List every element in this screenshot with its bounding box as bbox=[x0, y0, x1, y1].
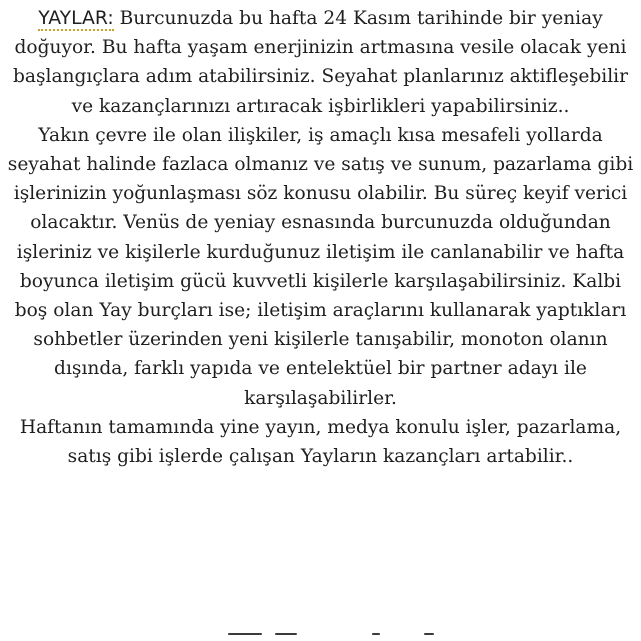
paragraph-intro-body: Burcunuzda bu hafta 24 Kasım tarihinde bir yeniay doğuyor. Bu hafta yaşam enerjinizin artmasına vesile olacak yeni başlangıçlara adım atabilirsiniz. Seyahat planlarınız aktifleşebilir ve kazançlarınızı artıracak işbirlikleri yapabilirsiniz.. bbox=[12, 8, 629, 117]
sign-heading: YAYLAR: bbox=[38, 8, 114, 29]
paragraph-earnings: Haftanın tamamında yine yayın, medya konulu işler, pazarlama, satış gibi işlerde çalışan Yayların kazançları artabilir.. bbox=[19, 416, 622, 468]
horoscope-text bbox=[2, 4, 639, 471]
cut-off-next-line bbox=[0, 633, 641, 641]
paragraph-intro bbox=[2, 4, 639, 121]
paragraph-relationships: Yakın çevre ile olan ilişkiler, iş amaçlı kısa mesafeli yollarda seyahat halinde fazlaca olmanız ve satış ve sunum, pazarlama gibi işlerinizin yoğunlaşması söz konusu olabilir. Bu süreç keyif verici olacaktır. Venüs de yeniay esnasında burcunuzda olduğundan işleriniz ve kişilerle kurduğunuz iletişim ile canlanabilir ve hafta boyunca iletişim gücü kuvvetli kişilerle karşılaşabilirsiniz. Kalbi boş olan Yay burçları ise; iletişim araçlarını kullanarak yaptıkları sohbetler üzerinden yeni kişilerle tanışabilir, monoton olanın dışında, farklı yapıda ve entelektüel bir partner adayı ile karşılaşabilirler. bbox=[7, 124, 634, 409]
